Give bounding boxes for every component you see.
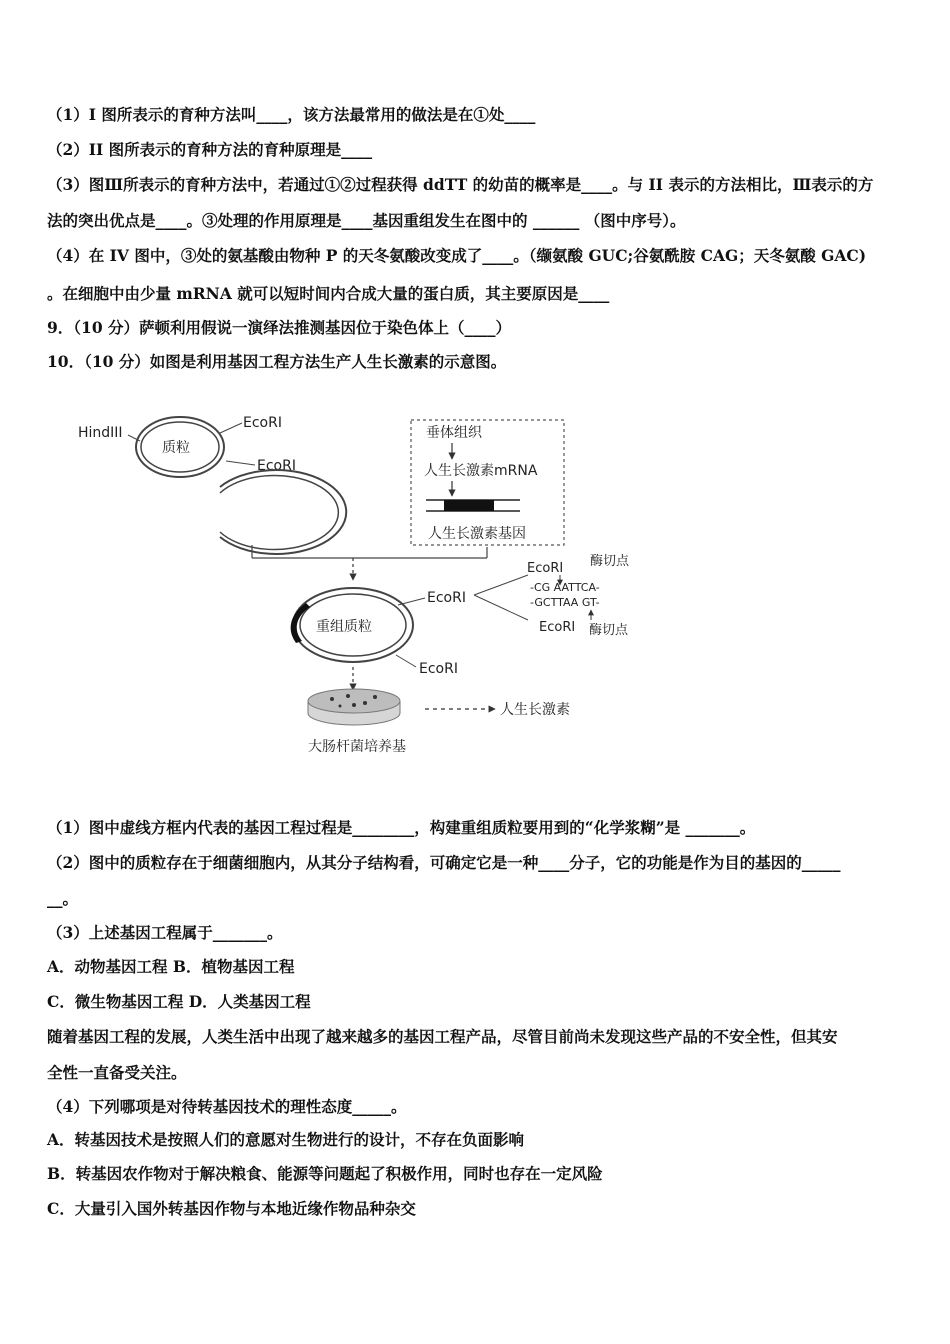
q10-sub4-option-a: A．转基因技术是按照人们的意愿对生物进行的设计，不存在负面影响 <box>47 1130 525 1149</box>
gene-engineering-diagram <box>70 405 650 775</box>
q8-part3-line1: （3）图Ⅲ所表示的育种方法中，若通过①②过程获得 ddTT 的幼苗的概率是____。与 II 表示的方法相比，Ⅲ表示的方 <box>47 175 874 194</box>
ecori-pointer-4 <box>396 655 416 667</box>
ecori-site-bottom-label: EcoRI <box>539 620 576 635</box>
q10-sub4-option-c: C．大量引入国外转基因作物与本地近缘作物品种杂交 <box>47 1199 416 1218</box>
q10-sub4-option-b: B．转基因农作物对于解决粮食、能源等问题起了积极作用，同时也存在一定风险 <box>47 1164 603 1183</box>
plasmid-label: 质粒 <box>162 440 190 456</box>
q8-part2: （2）II 图所表示的育种方法的育种原理是____ <box>47 140 373 159</box>
ecori-label-3: EcoRI <box>427 590 466 606</box>
petri-dish <box>308 689 400 725</box>
q8-part4-line1: （4）在 IV 图中，③处的氨基酸由物种 P 的天冬氨酸改变成了____。（缬氨酸 GUC;谷氨酰胺 CAG；天冬氨酸 GAC) <box>47 246 867 265</box>
q10-sub3-options-cd: C．微生物基因工程 D．人类基因工程 <box>47 992 311 1011</box>
q10-sub1: （1）图中虚线方框内代表的基因工程过程是________，构建重组质粒要用到的“化学浆糊”是 _______。 <box>47 818 756 837</box>
ecori-label-4: EcoRI <box>419 661 458 677</box>
ecori-pointer-3 <box>398 598 425 605</box>
gene-dna <box>426 500 520 511</box>
q10-intro: 10．（10 分）如图是利用基因工程方法生产人生长激素的示意图。 <box>47 352 507 371</box>
recombinant-label: 重组质粒 <box>316 619 372 635</box>
ecoli-medium-label: 大肠杆菌培养基 <box>308 739 406 755</box>
hindiii-label: HindIII <box>78 425 123 441</box>
q10-sub4: （4）下列哪项是对待转基因技术的理性态度_____。 <box>47 1097 407 1116</box>
q10-sub2-line1: （2）图中的质粒存在于细菌细胞内，从其分子结构看，可确定它是一种____分子，它的功能是作为目的基因的_____ <box>47 853 841 872</box>
cut-site-bottom-label: 酶切点 <box>589 623 629 638</box>
hormone-label: 人生长激素 <box>500 702 570 718</box>
q8-part4-line2: 。在细胞中由少量 mRNA 就可以短时间内合成大量的蛋白质，其主要原因是____ <box>47 284 610 303</box>
q10-sub3-options-ab: A．动物基因工程 B．植物基因工程 <box>47 957 295 976</box>
q10-paragraph-line1: 随着基因工程的发展，人类生活中出现了越来越多的基因工程产品，尽管目前尚未发现这些产品的不安全性，但其安 <box>47 1027 838 1046</box>
seq-bottom: -GCTTAA GT- <box>530 596 600 609</box>
ecori-pointer-1 <box>220 423 242 433</box>
detail-line-bottom <box>474 595 528 620</box>
mrna-label: 人生长激素mRNA <box>424 463 538 479</box>
q10-sub3: （3）上述基因工程属于_______。 <box>47 923 283 942</box>
q8-part3-line2: 法的突出优点是____。③处理的作用原理是____基因重组发生在图中的 ______ （图中序号）。 <box>47 211 686 230</box>
ecori-pointer-2 <box>226 461 255 465</box>
q9-question: 9．（10 分）萨顿利用假说一演绎法推测基因位于染色体上（____） <box>47 318 512 337</box>
ecori-label-1: EcoRI <box>243 415 282 431</box>
gene-label: 人生长激素基因 <box>428 526 526 542</box>
cut-site-top-label: 酶切点 <box>590 554 630 569</box>
q10-sub2-line2: __。 <box>47 889 79 908</box>
detail-line-top <box>474 575 528 595</box>
q8-part1: （1）I 图所表示的育种方法叫____，该方法最常用的做法是在①处____ <box>47 105 536 124</box>
seq-top: -CG AATTCA- <box>530 581 600 594</box>
q10-paragraph-line2: 全性一直备受关注。 <box>47 1063 187 1082</box>
ecori-site-top-label: EcoRI <box>527 561 564 576</box>
pituitary-label: 垂体组织 <box>426 425 482 441</box>
ecori-label-2: EcoRI <box>257 458 296 474</box>
opened-plasmid <box>220 470 346 554</box>
